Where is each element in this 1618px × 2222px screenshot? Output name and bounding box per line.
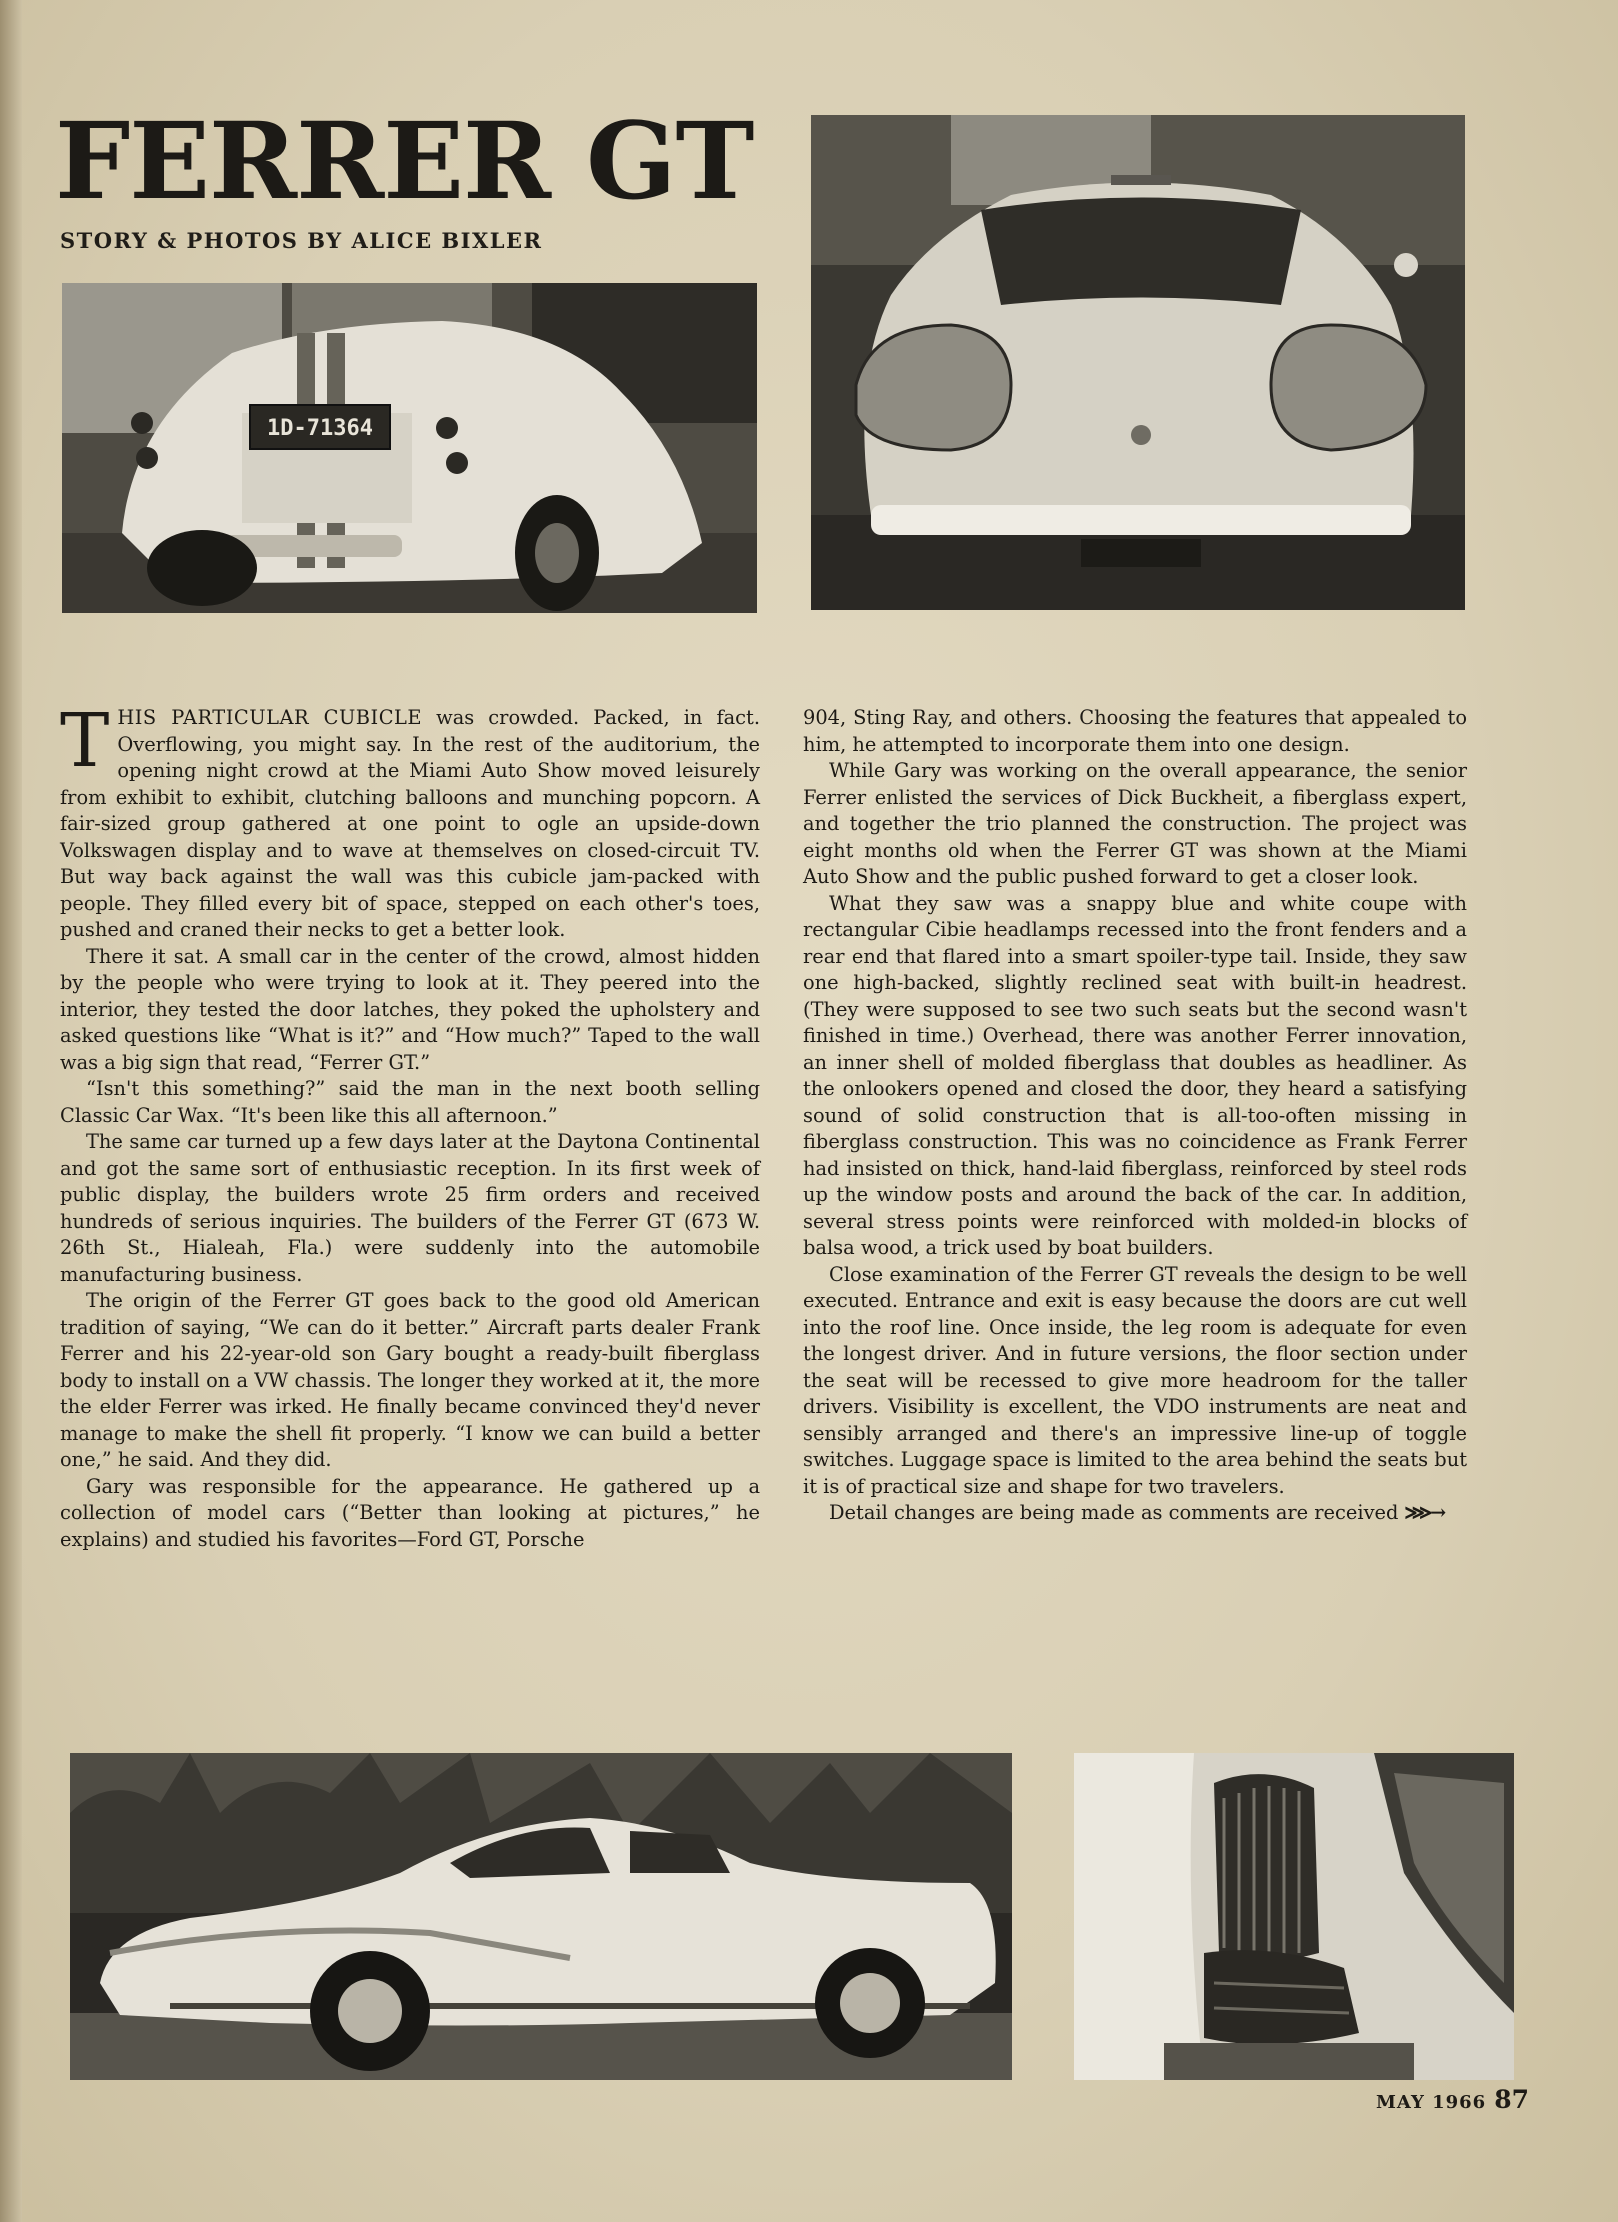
body-paragraph-11 [803,1500,1467,1527]
issue-date: MAY 1966 [1376,2092,1487,2113]
page-spine-shadow [0,0,22,2222]
continued-arrow-icon: ⋙→ [1404,1501,1445,1524]
drop-cap: T [60,698,110,784]
body-paragraph-6: Gary was responsible for the appearance. He gathered up a collection of model cars (“Better than looking at pictures,” he explains) and studied his favorites—Ford GT, Porsche [60,1474,760,1551]
front-view-car-illustration [811,115,1465,610]
interior-seat-illustration [1074,1753,1514,2080]
interior-seat-photo [1074,1753,1514,2080]
page-footer [1376,2085,1529,2114]
body-paragraph-3: “Isn't this something?” said the man in the next booth selling Classic Car Wax. “It's been like this all afternoon.” [60,1077,760,1127]
article-body-column-1 [60,698,760,1553]
lead-in-smallcaps: HIS PARTICULAR CUBICLE [117,706,423,729]
article-title: FERRER GT [55,98,754,223]
body-paragraph-9: What they saw was a snappy blue and white coupe with rectangular Cibie headlamps recessed into the front fenders and a rear end that flared into a smart spoiler-type tail. Inside, they saw one high-backed, slightly reclined seat with built-in headrest. (They were supposed to see two such seats but the second wasn't finished in time.) Overhead, there was another Ferrer innovation, an inner shell of molded fiberglass that doubles as headliner. As the onlookers opened and closed the door, they heard a satisfying sound of solid construction that is all-too-often missing in fiberglass construction. This was no coincidence as Frank Ferrer had insisted on thick, hand-laid fiberglass, reinforced by steel rods up the window posts and around the back of the car. In addition, several stress points were reinforced with molded-in blocks of balsa wood, a trick used by boat builders. [803,891,1467,1259]
body-paragraph-7: 904, Sting Ray, and others. Choosing the features that appealed to him, he attempted to incorporate them into one design. [803,706,1467,756]
body-paragraph-8: While Gary was working on the overall appearance, the senior Ferrer enlisted the services of Dick Buckheit, a fiberglass expert, and together the trio planned the construction. The project was eight months old when the Ferrer GT was shown at the Miami Auto Show and the public pushed forward to get a closer look. [803,759,1467,888]
paragraph-11-text: Detail changes are being made as comments are received [829,1501,1399,1524]
license-plate-text: 1D-71364 [267,416,373,441]
paragraph-1-text: was crowded. Packed, in fact. Overflowing, you might say. In the rest of the auditorium, the opening night crowd at the Miami Auto Show moved leisurely from exhibit to exhibit, clutching balloons and munching popcorn. A fair-sized group gathered at one point to ogle an upside-down Volkswagen display and to wave at themselves on closed-circuit TV. But way back against the wall was this cubicle jam-packed with people. They filled every bit of space, stepped on each other's toes, pushed and craned their necks to get a better look. [60,706,760,941]
rear-view-car-photo [62,283,757,613]
rear-view-car-illustration [62,283,757,613]
article-body-column-2 [803,705,1467,1527]
body-paragraph-5: The origin of the Ferrer GT goes back to the good old American tradition of saying, “We can do it better.” Aircraft parts dealer Frank Ferrer and his 22-year-old son Gary bought a ready-built fiberglass body to install on a VW chassis. The longer they worked at it, the more the elder Ferrer was irked. He finally became convinced they'd never manage to make the shell fit properly. “I know we can build a better one,” he said. And they did. [60,1289,760,1471]
front-view-car-photo [811,115,1465,610]
body-paragraph-2: There it sat. A small car in the center of the crowd, almost hidden by the people who were trying to look at it. They peered into the interior, they tested the door latches, they poked the upholstery and asked questions like “What is it?” and “How much?” Taped to the wall was a big sign that read, “Ferrer GT.” [60,944,760,1074]
side-view-car-photo [70,1753,1012,2080]
article-byline: STORY & PHOTOS BY ALICE BIXLER [60,228,543,253]
page-number: 87 [1494,2085,1530,2114]
side-view-car-illustration [70,1753,1012,2080]
body-paragraph-4: The same car turned up a few days later at the Daytona Continental and got the same sort of enthusiastic reception. In its first week of public display, the builders wrote 25 firm orders and received hundreds of serious inquiries. The builders of the Ferrer GT (673 W. 26th St., Hialeah, Fla.) were suddenly into the automobile manufacturing business. [60,1130,760,1286]
body-paragraph-10: Close examination of the Ferrer GT reveals the design to be well executed. Entrance and exit is easy because the doors are cut well into the roof line. Once inside, the leg room is adequate for even the longest driver. And in future versions, the floor section under the seat will be recessed to give more headroom for the taller drivers. Visibility is excellent, the VDO instruments are neat and sensibly arranged and there's an impressive line-up of toggle switches. Luggage space is limited to the area behind the seats but it is of practical size and shape for two travelers. [803,1262,1467,1498]
body-paragraph-1 [60,698,760,944]
